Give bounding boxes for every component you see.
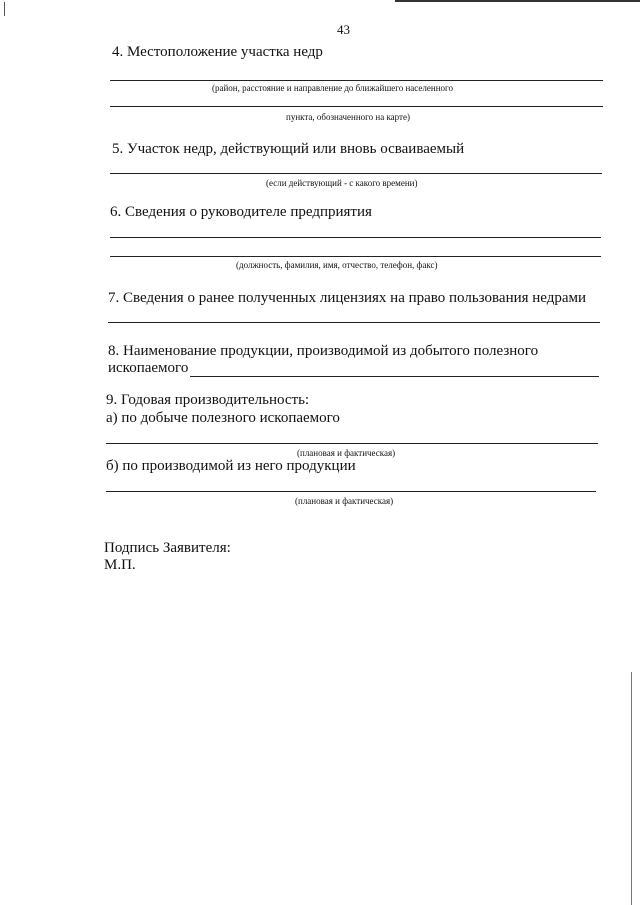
section-5-line — [110, 173, 602, 174]
section-6-line-1 — [110, 237, 601, 238]
scan-right-edge — [631, 672, 632, 905]
section-6-title: 6. Сведения о руководителе предприятия — [110, 204, 372, 220]
top-border-rule — [395, 0, 640, 2]
section-9-title: 9. Годовая производительность: — [106, 392, 310, 408]
section-9b-line — [106, 491, 596, 492]
stamp-label: М.П. — [104, 557, 136, 573]
section-4-title: 4. Местоположение участка недр — [112, 44, 323, 60]
section-9a-caption: (плановая и фактическая) — [297, 448, 396, 458]
section-4-line-1 — [110, 80, 603, 81]
page-number: 43 — [337, 22, 350, 37]
section-9a-label: а) по добыче полезного ископаемого — [106, 410, 340, 426]
section-9a-line — [106, 443, 598, 444]
section-6-line-2 — [110, 256, 601, 257]
section-5-caption: (если действующий - с какого времени) — [266, 178, 418, 188]
section-8-title-line-2: ископаемого — [108, 360, 189, 376]
section-7-line — [108, 322, 600, 323]
section-5-title: 5. Участок недр, действующий или вновь осваиваемый — [112, 141, 465, 157]
section-4-line-2 — [110, 106, 603, 107]
section-8-title-line-1: 8. Наименование продукции, производимой из добытого полезного — [108, 343, 539, 359]
section-9b-caption: (плановая и фактическая) — [295, 496, 394, 506]
section-9b-label: б) по производимой из него продукции — [106, 458, 356, 474]
section-4-caption-2: пункта, обозначенного на карте) — [286, 112, 410, 122]
section-8-line — [190, 376, 599, 377]
section-7-title: 7. Сведения о ранее полученных лицензиях на право пользования недрами — [108, 290, 587, 306]
section-6-caption: (должность, фамилия, имя, отчество, телефон, факс) — [236, 260, 438, 270]
scan-corner-mark — [4, 2, 5, 16]
signature-label: Подпись Заявителя: — [104, 540, 231, 556]
section-4-caption-1: (район, расстояние и направление до ближайшего населенного — [212, 83, 453, 93]
